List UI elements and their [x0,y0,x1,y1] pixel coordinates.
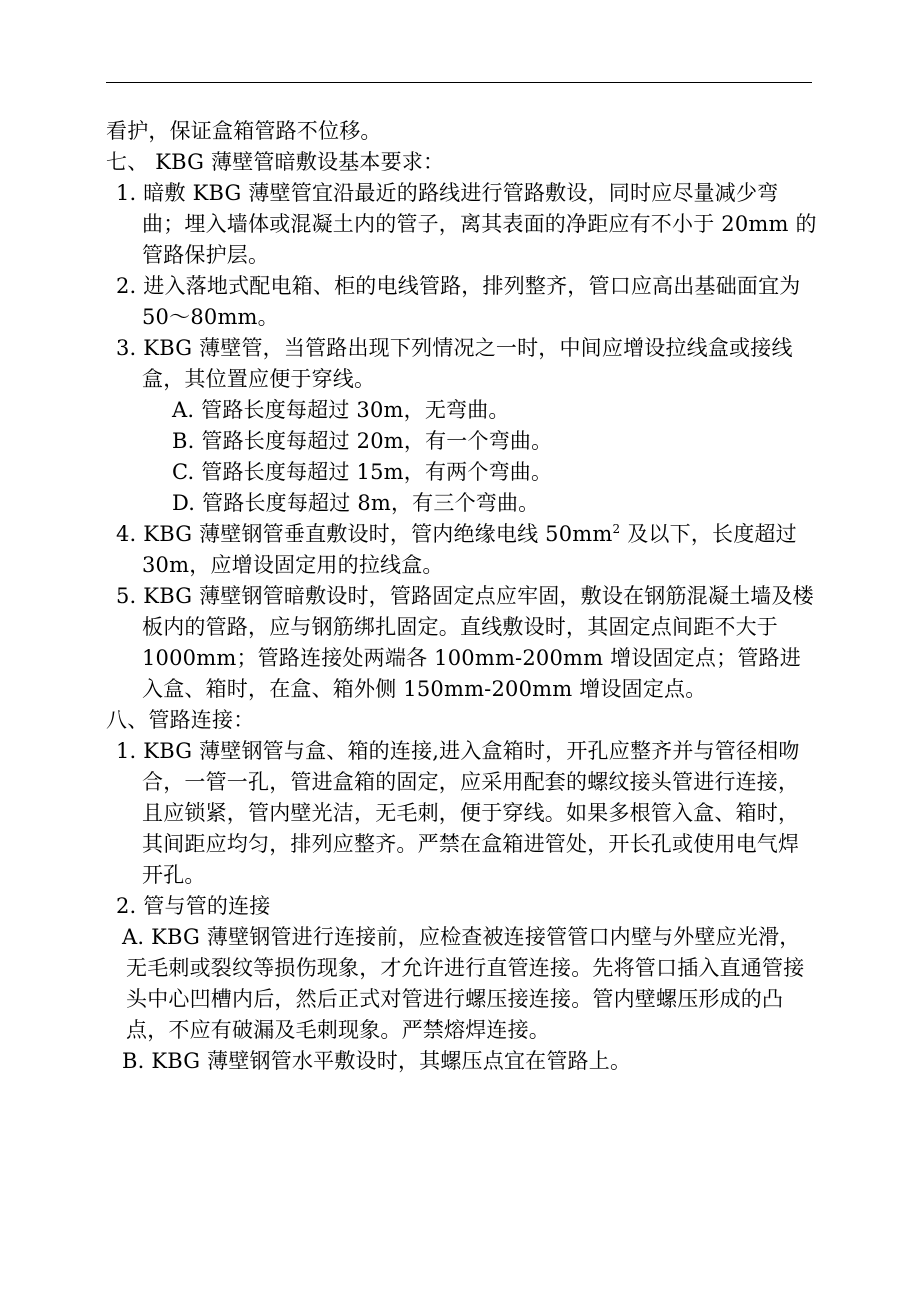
section-7-item-1: 1. 暗敷 KBG 薄壁管宜沿最近的路线进行管路敷设，同时应尽量减少弯曲；埋入墙体或混凝土内的管子，离其表面的净距应有不小于 20mm 的管路保护层。 [116,181,817,267]
section-7-sub-d: D. 管路长度每超过 8m，有三个弯曲。 [172,491,540,515]
section-7-sub-c: C. 管路长度每超过 15m，有两个弯曲。 [172,460,553,484]
header-rule [106,82,812,83]
superscript-2: 2 [612,522,621,536]
section-7-sub-a: A. 管路长度每超过 30m，无弯曲。 [172,398,510,422]
section-8-para-b: B. KBG 薄壁钢管水平敷设时，其螺压点宜在管路上。 [122,1049,632,1073]
section-7-item-3: 3. KBG 薄壁管，当管路出现下列情况之一时，中间应增设拉线盒或接线盒，其位置应便于穿线。 [116,336,793,391]
section-7-item-4 [106,519,818,581]
section-8-title: 八、管路连接： [106,708,255,732]
continuation-line: 看护，保证盒箱管路不位移。 [106,119,382,143]
section-7-sub-b: B. 管路长度每超过 20m，有一个弯曲。 [172,429,553,453]
item-4-text-start: 4. KBG 薄壁钢管垂直敷设时，管内绝缘电线 50mm [116,522,613,546]
section-7-item-2: 2. 进入落地式配电箱、柜的电线管路，排列整齐，管口应高出基础面宜为 50～80mm。 [116,274,801,329]
section-8-item-2: 2. 管与管的连接 [116,894,271,918]
section-8-item-1: 1. KBG 薄壁钢管与盒、箱的连接,进入盒箱时，开孔应整齐并与管径相吻合，一管一孔，管进盒箱的固定，应采用配套的螺纹接头管进行连接，且应锁紧，管内壁光洁，无毛刺，便于穿线。如果多根管入盒、箱时，其间距应均匀，排列应整齐。严禁在盒箱进管处，开长孔或使用电气焊开孔。 [116,739,800,887]
item-4-text-end: 及以下，长度超过 30m，应增设固定用的拉线盒。 [142,522,797,577]
section-8-para-a: A. KBG 薄壁钢管进行连接前，应检查被连接管管口内壁与外壁应光滑，无毛刺或裂纹等损伤现象，才允许进行直管连接。先将管口插入直通管接头中心凹槽内后，然后正式对管进行螺压接连接。管内壁螺压形成的凸点，不应有破漏及毛刺现象。严禁熔焊连接。 [122,925,805,1042]
document-body [106,116,818,1077]
section-7-title: 七、 KBG 薄壁管暗敷设基本要求： [106,150,445,174]
section-7-item-5: 5. KBG 薄壁钢管暗敷设时，管路固定点应牢固，敷设在钢筋混凝土墙及楼板内的管路，应与钢筋绑扎固定。直线敷设时，其固定点间距不大于 1000mm；管路连接处两端各 100mm-200mm 增设固定点；管路进入盒、箱时，在盒、箱外侧 150mm-200mm 增设固定点。 [116,584,814,701]
